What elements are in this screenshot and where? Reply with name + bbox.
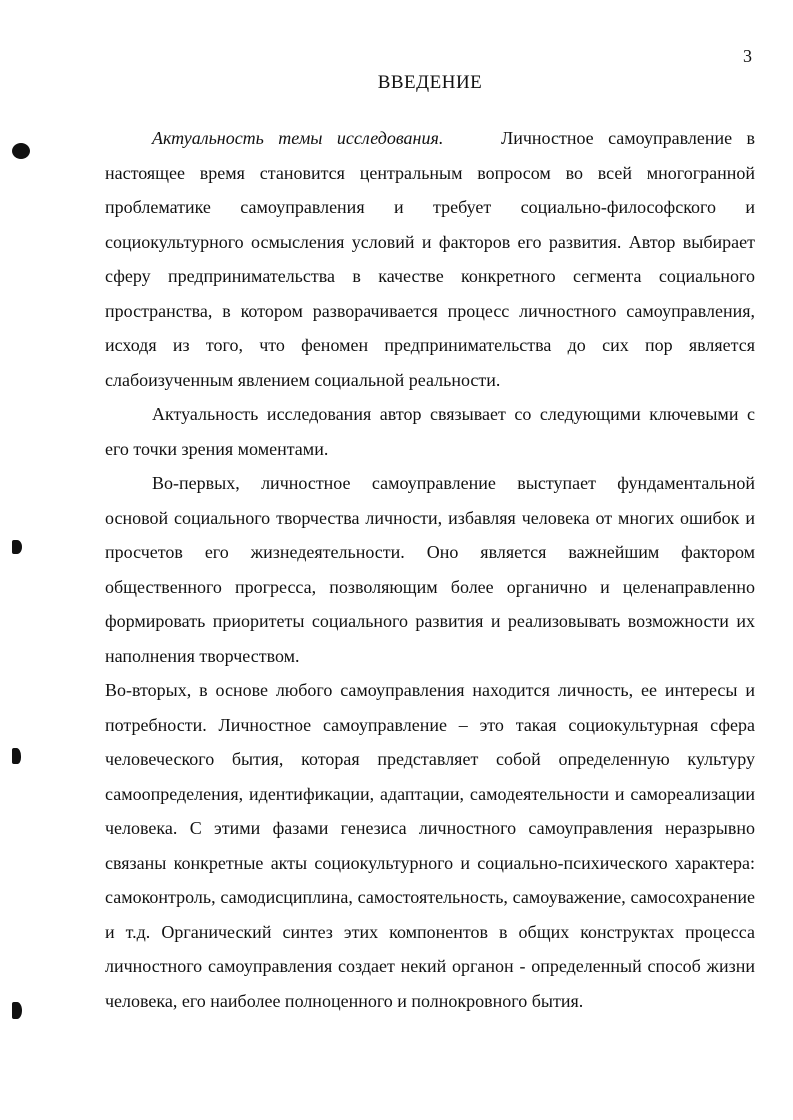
page-number: 3 — [743, 46, 752, 66]
paragraph-text: Личностное самоуправление в настоящее время становится центральным вопросом во всей многогранной проблематике самоуправления и требует социально-философского и социокультурного осмысления условий и факторов его развития. Автор выбирает сферу предпринимательства в качестве конкретного сегмента социального пространства, в котором разворачивается процесс личностного самоуправления, исходя из того, что феномен предпринимательства до сих пор является слабоизученным явлением социальной реальности. — [105, 128, 755, 390]
body-text — [105, 121, 755, 1018]
binding-hole-mark — [12, 540, 22, 554]
paragraph-lead-italic: Актуальность темы исследования. — [152, 128, 444, 148]
binding-hole-mark — [12, 748, 21, 764]
paragraph-key-moments: Актуальность исследования автор связывает со следующими ключевыми с его точки зрения моментами. — [105, 404, 755, 459]
binding-hole-mark — [12, 143, 30, 159]
paragraph-second-point: Во-вторых, в основе любого самоуправления находится личность, ее интересы и потребности. Личностное самоуправление – это такая социокультурная сфера человеческого бытия, которая представляет собой определенную культуру самоопределения, идентификации, адаптации, самодеятельности и самореализации человека. С этими фазами генезиса личностного самоуправления неразрывно связаны конкретные акты социокультурного и социально-психического характера: самоконтроль, самодисциплина, самостоятельность, самоуважение, самосохранение и т.д. Органический синтез этих компонентов в общих конструктах процесса личностного самоуправления создает некий органон - определенный способ жизни человека, его наиболее полноценного и полнокровного бытия. — [105, 680, 755, 1011]
paragraph-first-point: Во-первых, личностное самоуправление выступает фундаментальной основой социального творчества личности, избавляя человека от многих ошибок и просчетов его жизнедеятельности. Оно является важнейшим фактором общественного прогресса, позволяющим более органично и целенаправленно формировать приоритеты социального развития и реализовывать возможности их наполнения творчеством. — [105, 473, 755, 666]
paragraph-relevance — [105, 121, 755, 397]
page-title: ВВЕДЕНИЕ — [377, 72, 483, 93]
binding-hole-mark — [12, 1002, 22, 1019]
